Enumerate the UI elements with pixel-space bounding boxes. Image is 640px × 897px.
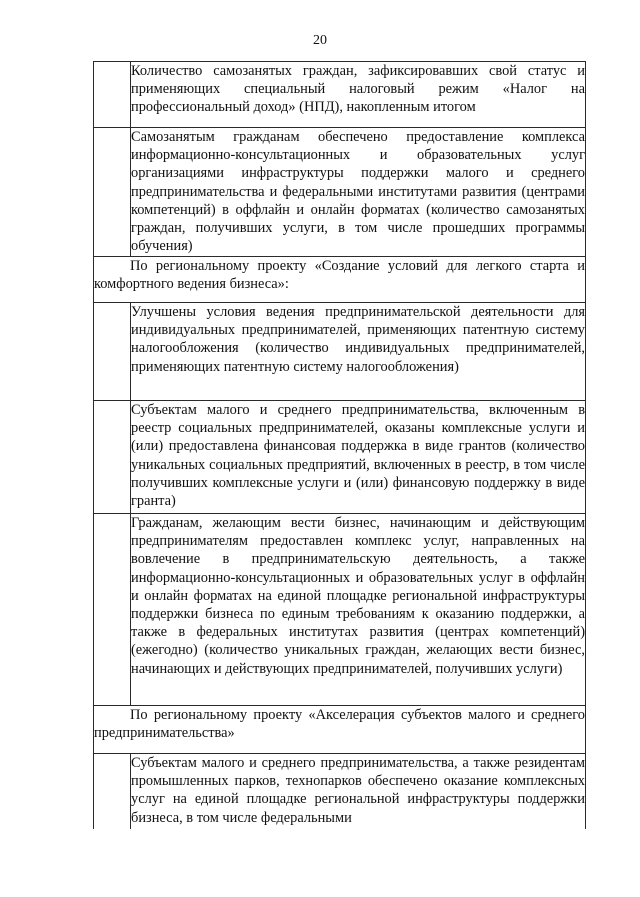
indicator-text: Количество самозанятых граждан, зафиксировавших свой статус и применяющих специальный налоговый режим «Налог на профессиональный доход» (НПД), накопленным итогом xyxy=(131,62,586,128)
section-row xyxy=(94,257,586,303)
number-cell xyxy=(94,514,131,706)
section-row xyxy=(94,706,586,754)
number-cell xyxy=(94,62,131,128)
indicator-text: Субъектам малого и среднего предпринимательства, а также резидентам промышленных парков, технопарков обеспечено оказание комплексных услуг на единой площадке региональной инфраструктуры поддержки бизнеса, в том числе федеральными xyxy=(131,754,586,829)
indicator-text: Улучшены условия ведения предпринимательской деятельности для индивидуальных предпринимателей, применяющих патентную систему налогообложения (количество индивидуальных предпринимателей, применяющих патентную систему налогообложения) xyxy=(131,303,586,401)
indicator-text: Субъектам малого и среднего предпринимательства, включенным в реестр социальных предпринимателей, оказаны комплексные услуги и (или) предоставлена финансовая поддержка в виде грантов (количество уникальных социальных предприятий, включенных в реестр, в том числе получивших комплексные услуги и (или) финансовую поддержку в виде гранта) xyxy=(131,401,586,514)
number-cell xyxy=(94,303,131,401)
page-number: 20 xyxy=(313,33,327,48)
table-row xyxy=(94,514,586,706)
table-row xyxy=(94,754,586,829)
number-cell xyxy=(94,128,131,257)
number-cell xyxy=(94,754,131,829)
section-heading: По региональному проекту «Акселерация субъектов малого и среднего предпринимательства» xyxy=(94,706,586,754)
table-row xyxy=(94,401,586,514)
indicator-text: Самозанятым гражданам обеспечено предоставление комплекса информационно-консультационных и образовательных услуг организациями инфраструктуры поддержки малого и среднего предпринимательства и федеральными институтами развития (центрами компетенций) в оффлайн и онлайн форматах (количество самозанятых граждан, получивших услуги, в том числе прошедших программы обучения) xyxy=(131,128,586,257)
table-row xyxy=(94,62,586,128)
table-row xyxy=(94,303,586,401)
indicators-table xyxy=(93,61,586,829)
section-heading: По региональному проекту «Создание условий для легкого старта и комфортного ведения бизнеса»: xyxy=(94,257,586,303)
indicator-text: Гражданам, желающим вести бизнес, начинающим и действующим предпринимателям предоставлен комплекс услуг, направленных на вовлечение в предпринимательскую деятельность, а также информационно-консультационных и образовательных услуг в оффлайн и онлайн форматах на единой площадке региональной инфраструктуры поддержки бизнеса по единым требованиям к оказанию поддержки, а также в федеральных институтах развития (центрах компетенций) (ежегодно) (количество уникальных граждан, желающих вести бизнес, начинающих и действующих предпринимателей, получивших услуги) xyxy=(131,514,586,706)
table-row xyxy=(94,128,586,257)
number-cell xyxy=(94,401,131,514)
